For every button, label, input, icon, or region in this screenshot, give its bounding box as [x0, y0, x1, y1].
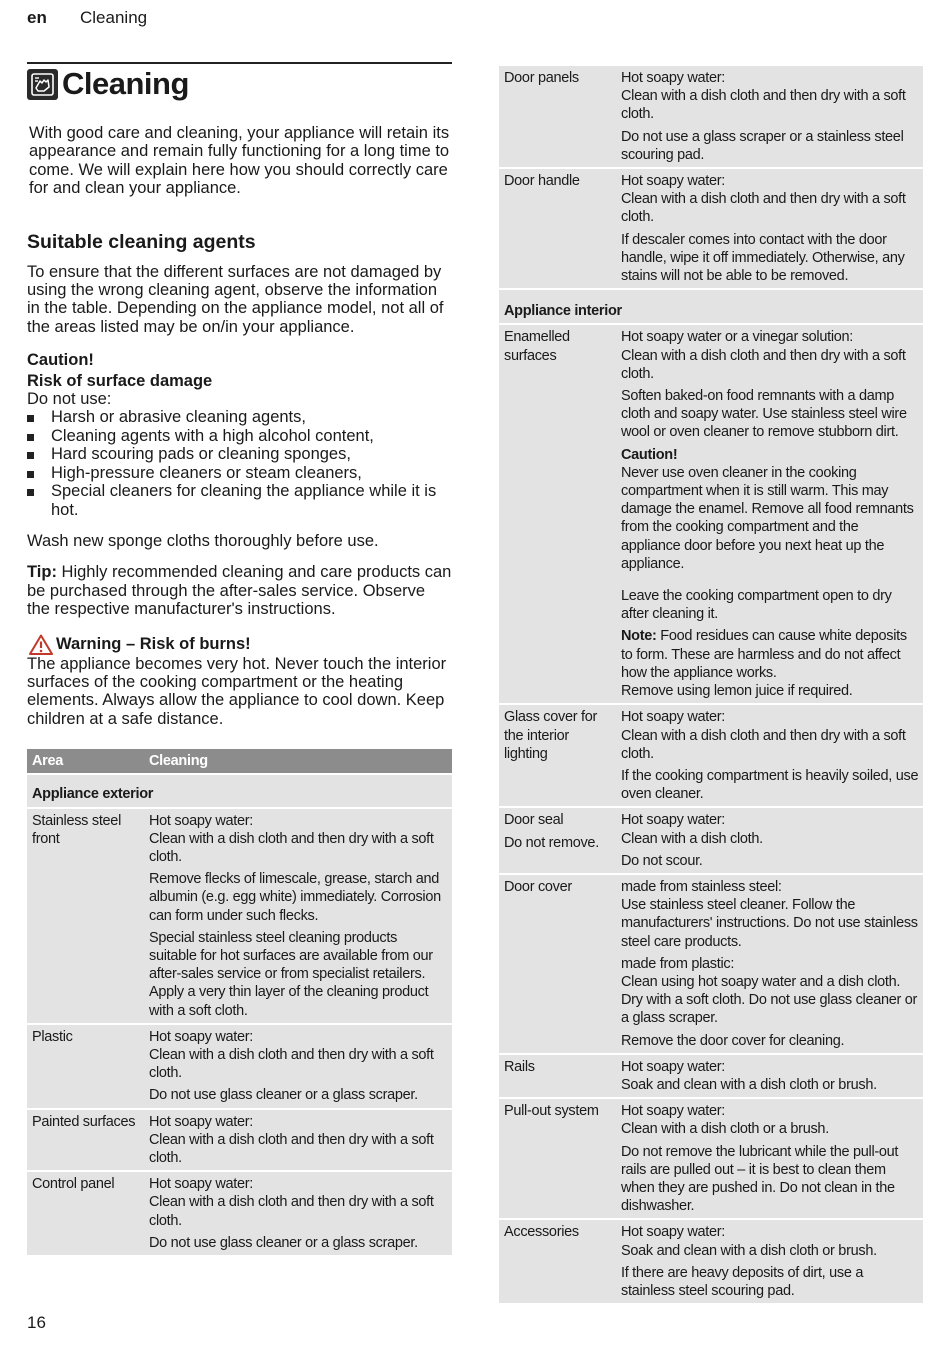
table-row — [27, 1109, 452, 1172]
risk-label: Risk of surface damage — [27, 371, 213, 390]
cleaning-text: made from plastic: Clean using hot soapy water and a dish cloth. Dry with a soft cloth. Do not use glass cleaner or a glass scraper. — [621, 955, 918, 1027]
cleaning-cell — [616, 324, 923, 704]
area-text: Door cover — [504, 878, 572, 895]
group-label-exterior: Appliance exterior — [27, 774, 452, 807]
note-text: Food residues can cause white deposits to form. These are harmless and do not affect how the appliance works. Remove using lemon juice if required. — [621, 628, 907, 700]
cleaning-text: Hot soapy water: Clean with a dish cloth and then dry with a soft cloth. — [149, 1028, 434, 1082]
table-row — [499, 704, 923, 807]
cleaning-text: Do not use glass cleaner or a glass scraper. — [149, 1087, 418, 1104]
area-cell — [499, 704, 616, 807]
table-row — [499, 168, 923, 289]
cleaning-text: Hot soapy water: Clean with a dish cloth and then dry with a soft cloth. — [149, 1113, 434, 1167]
cleaning-text: Remove flecks of limescale, grease, starch and albumin (e.g. egg white) immediately. Corrosion can form under such flecks. — [149, 871, 441, 924]
area-cell — [499, 1219, 616, 1304]
table-row — [499, 1098, 923, 1219]
area-text: Painted surfaces — [32, 1113, 136, 1130]
language-code: en — [27, 8, 47, 27]
column-header-area: Area — [27, 749, 144, 774]
area-text: Accessories — [504, 1224, 579, 1241]
table-header-row — [27, 749, 452, 774]
cleaning-cell — [144, 1171, 452, 1256]
area-cell — [499, 807, 616, 874]
list-item: Special cleaners for cleaning the appliance while it is hot. — [27, 482, 452, 519]
page-number: 16 — [27, 1313, 46, 1332]
wash-note: Wash new sponge cloths thoroughly before use. — [27, 531, 379, 550]
table-row — [499, 1054, 923, 1098]
list-item: Cleaning agents with a high alcohol content, — [27, 427, 452, 445]
area-text: Door seal — [504, 812, 564, 829]
cleaning-cell — [616, 704, 923, 807]
cleaning-text: Hot soapy water: Clean with a dish cloth and then dry with a soft cloth. — [621, 70, 906, 123]
cleaning-text: made from stainless steel: Use stainless steel cleaner. Follow the manufacturers' instructions. Do not use stainless steel care products. — [621, 878, 918, 950]
area-cell — [27, 1171, 144, 1256]
do-not-use-list — [27, 408, 452, 518]
tip-label: Tip: — [27, 563, 57, 582]
cleaning-cell — [616, 807, 923, 874]
tip-paragraph — [27, 563, 452, 618]
table-row — [499, 1219, 923, 1304]
right-column — [499, 66, 923, 1305]
cleaning-text: Special stainless steel cleaning products suitable for hot surfaces are available from our after-sales service or from specialist retailers. Apply a very thin layer of the cleaning product with a soft cloth. — [149, 929, 433, 1019]
warning-heading — [27, 634, 452, 655]
list-item: Harsh or abrasive cleaning agents, — [27, 408, 452, 426]
cleaning-text: Do not use glass cleaner or a glass scraper. — [149, 1234, 418, 1251]
cleaning-hand-icon — [27, 69, 58, 100]
cleaning-text: Hot soapy water: Clean with a dish cloth or a brush. — [621, 1103, 829, 1138]
table-row — [27, 1024, 452, 1109]
area-cell — [499, 1054, 616, 1098]
agents-heading: Suitable cleaning agents — [27, 230, 256, 253]
cleaning-cell — [616, 168, 923, 289]
agents-paragraph: To ensure that the different surfaces are not damaged by using the wrong cleaning agent, observe the information in the table. Depending on the appliance model, not all of the areas listed may be on/in your appliance. — [27, 262, 444, 336]
cleaning-text: Remove the door cover for cleaning. — [621, 1032, 845, 1049]
cleaning-text: Hot soapy water: Soak and clean with a dish cloth or brush. — [621, 1224, 877, 1259]
area-cell — [499, 874, 616, 1054]
cleaning-text: Hot soapy water: Soak and clean with a dish cloth or brush. — [621, 1058, 877, 1093]
cleaning-cell — [144, 808, 452, 1024]
table-row — [499, 324, 923, 704]
cleaning-text: Soften baked-on food remnants with a damp cloth and soapy water. Use stainless steel wire wool or oven cleaner to remove stubborn dirt. — [621, 388, 907, 441]
cleaning-text: Do not use a glass scraper or a stainless steel scouring pad. — [621, 128, 904, 163]
area-text: Do not remove. — [504, 834, 599, 851]
group-row — [499, 289, 923, 324]
area-text: Stainless steel front — [32, 812, 121, 847]
cleaning-cell — [616, 66, 923, 168]
cleaning-text: Hot soapy water: Clean with a dish cloth and then dry with a soft cloth. — [621, 173, 906, 226]
cleaning-text: Hot soapy water: Clean with a dish cloth. — [621, 812, 763, 847]
cleaning-table-continued — [499, 66, 923, 1305]
cleaning-text: Hot soapy water: Clean with a dish cloth and then dry with a soft cloth. — [621, 709, 906, 762]
note-label: Note: — [621, 628, 657, 645]
area-text: Door handle — [504, 173, 580, 190]
area-text: Door panels — [504, 70, 579, 86]
area-cell: Enamelled surfaces — [499, 324, 616, 704]
group-row — [27, 774, 452, 807]
cleaning-text: If the cooking compartment is heavily soiled, use oven cleaner. — [621, 767, 919, 803]
area-cell — [27, 1024, 144, 1109]
cleaning-cell — [616, 1054, 923, 1098]
column-header-cleaning: Cleaning — [144, 749, 452, 774]
cleaning-text: Hot soapy water: Clean with a dish cloth and then dry with a soft cloth. — [149, 1176, 434, 1229]
table-row — [499, 807, 923, 874]
table-row — [27, 808, 452, 1024]
intro-paragraph: With good care and cleaning, your appliance will retain its appearance and remain fully functioning for a long time to come. We will explain here how you should correctly care for and clean your appliance. — [29, 124, 450, 198]
warning-text: The appliance becomes very hot. Never touch the interior surfaces of the cooking compartment or the heating elements. Always allow the appliance to cool down. Keep children at a safe distance. — [27, 654, 447, 728]
note-paragraph — [621, 627, 919, 700]
cleaning-cell — [144, 1024, 452, 1109]
cleaning-cell — [616, 874, 923, 1054]
area-text: Rails — [504, 1058, 535, 1075]
list-item: High-pressure cleaners or steam cleaners, — [27, 464, 452, 482]
area-cell — [27, 1109, 144, 1172]
caution-label: Caution! — [27, 351, 94, 370]
cleaning-text: Never use oven cleaner in the cooking compartment when it is still warm. This may damage the enamel. Remove all food remnants from the cooking compartment and the appliance door before you next heat up the appliance. — [621, 464, 914, 572]
cleaning-text: If descaler comes into contact with the door handle, wipe it off immediately. Otherwise, any stains will not be able to be removed. — [621, 231, 905, 285]
cleaning-cell — [616, 1219, 923, 1304]
area-cell — [27, 808, 144, 1024]
cleaning-text: If there are heavy deposits of dirt, use a stainless steel scouring pad. — [621, 1264, 864, 1299]
tip-text: Highly recommended cleaning and care products can be purchased through the after-sales service. Observe the respective manufacturer's instructions. — [27, 563, 452, 619]
page-title: Cleaning — [62, 66, 189, 101]
page-header — [27, 8, 148, 28]
cleaning-cell — [144, 1109, 452, 1172]
title-row — [27, 62, 452, 102]
list-item: Hard scouring pads or cleaning sponges, — [27, 445, 452, 463]
area-cell — [499, 168, 616, 289]
cleaning-text: Leave the cooking compartment open to dry after cleaning it. — [621, 588, 892, 623]
area-text: Pull-out system — [504, 1103, 599, 1120]
table-row — [27, 1171, 452, 1256]
area-cell — [499, 1098, 616, 1219]
table-row — [499, 874, 923, 1054]
cleaning-text: Hot soapy water: Clean with a dish cloth and then dry with a soft cloth. — [149, 812, 434, 865]
area-text: Plastic — [32, 1028, 73, 1045]
area-cell — [499, 66, 616, 168]
warning-title: Warning – Risk of burns! — [56, 634, 251, 653]
cleaning-cell — [616, 1098, 923, 1219]
cleaning-text: Do not scour. — [621, 852, 703, 869]
caution-label: Caution! — [621, 446, 678, 463]
section-name: Cleaning — [80, 8, 148, 27]
cleaning-table-exterior — [27, 749, 452, 1257]
do-not-use-label: Do not use: — [27, 390, 112, 409]
cleaning-text: Do not remove the lubricant while the pull-out rails are pulled out – it is best to clean them when they are pushed in. Do not clean in the dishwasher. — [621, 1143, 899, 1215]
group-label-interior: Appliance interior — [499, 289, 923, 324]
area-text: Glass cover for the interior lighting — [504, 709, 597, 762]
left-column — [27, 62, 452, 1257]
table-row — [499, 66, 923, 168]
area-text: Control panel — [32, 1176, 115, 1193]
cleaning-text: Hot soapy water or a vinegar solution: Clean with a dish cloth and then dry with a soft cloth. — [621, 329, 906, 382]
warning-triangle-icon — [29, 634, 53, 655]
